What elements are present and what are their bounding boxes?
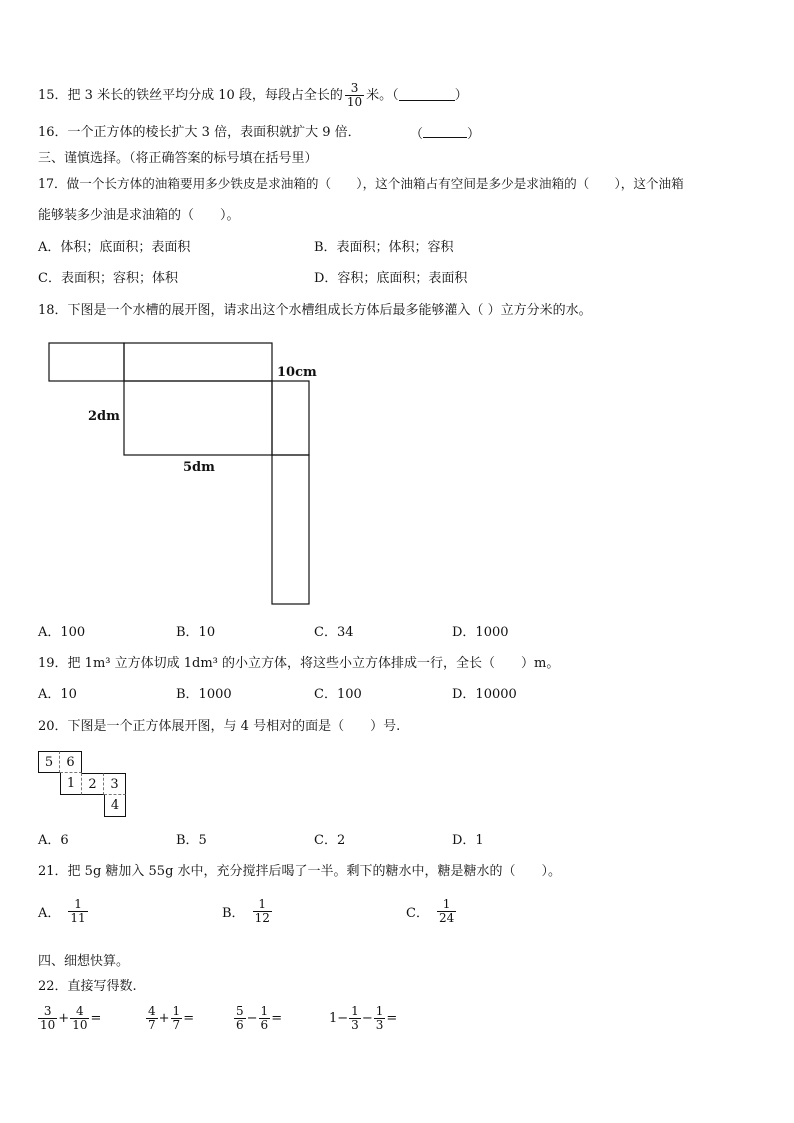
fraction-numerator: 1 — [260, 1004, 269, 1018]
option-a[interactable]: A．体积；底面积；表面积 — [38, 240, 191, 255]
fraction-denominator: 7 — [148, 1017, 156, 1032]
option-b[interactable] — [222, 898, 272, 924]
fraction — [146, 1005, 158, 1031]
question-text-suffix: 米。（ — [366, 87, 399, 103]
option-c[interactable] — [406, 898, 456, 924]
lead-term: 1− — [329, 1010, 349, 1026]
paren-open: （ — [410, 127, 424, 142]
equals-sign: = — [90, 1010, 102, 1026]
equals-sign: = — [271, 1010, 283, 1026]
section-title: 三、谨慎选择。（将正确答案的标号填在括号里） — [38, 151, 318, 166]
equals-sign: = — [386, 1010, 398, 1026]
option-a[interactable]: A．6 — [38, 833, 69, 848]
fraction-numerator: 1 — [375, 1004, 384, 1018]
fraction-denominator: 24 — [438, 910, 455, 925]
net-top-left-rect — [49, 343, 124, 381]
question-20 — [38, 720, 400, 733]
cube-face-6: 6 — [60, 751, 82, 773]
option-a[interactable]: A．10 — [38, 687, 77, 702]
fraction-numerator: 1 — [258, 897, 267, 911]
option-a[interactable]: A．100 — [38, 625, 86, 640]
question-text: 一个正方体的棱长扩大 3 倍，表面积就扩大 9 倍． — [67, 125, 361, 140]
operator: − — [246, 1010, 258, 1026]
option-d[interactable]: D．容积；底面积；表面积 — [314, 271, 468, 286]
fraction-numerator: 5 — [236, 1004, 244, 1018]
question-number: 21． — [38, 864, 68, 879]
option-d[interactable]: D．10000 — [452, 687, 517, 702]
option-a[interactable] — [38, 898, 88, 924]
question-text: 把 3 米长的铁丝平均分成 10 段，每段占全长的 — [67, 87, 343, 103]
fraction — [437, 898, 456, 924]
question-number: 20． — [38, 719, 68, 734]
fraction-numerator: 4 — [76, 1004, 84, 1018]
cube-face-4: 4 — [104, 795, 126, 817]
question-22 — [38, 980, 137, 993]
fraction — [171, 1005, 183, 1031]
question-text: 直接写得数. — [67, 979, 137, 994]
fraction-numerator: 3 — [350, 81, 359, 95]
expression-3 — [234, 1005, 283, 1031]
option-c[interactable]: C．100 — [314, 687, 362, 702]
operator: + — [58, 1010, 70, 1026]
fraction-numerator: 1 — [442, 897, 451, 911]
fraction-numerator: 4 — [148, 1004, 156, 1018]
option-d[interactable]: D．1 — [452, 833, 484, 848]
option-c[interactable]: C．34 — [314, 625, 354, 640]
option-d[interactable]: D．1000 — [452, 625, 509, 640]
option-c[interactable]: C．表面积；容积；体积 — [38, 271, 178, 286]
question-number: 19． — [38, 656, 68, 671]
section-title: 四、细想快算。 — [38, 954, 130, 969]
fraction-numerator: 1 — [74, 897, 82, 911]
fraction-denominator: 10 — [346, 94, 363, 109]
question-number: 15． — [38, 87, 68, 103]
option-label: B． — [222, 905, 245, 921]
question-number: 22． — [38, 979, 68, 994]
fraction-denominator: 6 — [236, 1017, 244, 1032]
cube-face-2: 2 — [82, 773, 104, 795]
fraction-numerator: 3 — [43, 1004, 52, 1018]
net-side-lower-rect — [272, 455, 309, 604]
option-b[interactable]: B．表面积；体积；容积 — [314, 240, 454, 255]
option-label: A． — [38, 905, 61, 921]
fraction — [38, 1005, 57, 1031]
question-number: 18． — [38, 303, 68, 318]
question-21 — [38, 865, 561, 878]
fraction-denominator: 11 — [70, 910, 86, 925]
paren-close: ） — [467, 127, 481, 142]
equals-sign: = — [183, 1010, 195, 1026]
expression-2 — [146, 1005, 195, 1031]
option-b[interactable]: B．10 — [176, 625, 216, 640]
question-text: 把 5g 糖加入 55g 水中，充分搅拌后喝了一半。剩下的糖水中，糖是糖水的（ ）。 — [67, 864, 562, 879]
fraction-numerator: 1 — [172, 1004, 181, 1018]
label-2dm: 2dm — [88, 409, 120, 424]
question-19 — [38, 657, 559, 670]
question-text: 做一个长方体的油箱要用多少铁皮是求油箱的（ ），这个油箱占有空间是多少是求油箱的（ ），这个油箱 — [66, 176, 684, 191]
operator: − — [361, 1010, 373, 1026]
expression-1 — [38, 1005, 102, 1031]
question-text: 下图是一个正方体展开图，与 4 号相对的面是（ ）号. — [67, 719, 401, 734]
fraction-denominator: 10 — [40, 1017, 56, 1032]
option-b[interactable]: B．1000 — [176, 687, 232, 702]
fraction-numerator: 1 — [351, 1004, 359, 1018]
fraction — [253, 898, 272, 924]
fraction — [374, 1005, 386, 1031]
option-label: C． — [406, 905, 429, 921]
fraction — [349, 1005, 361, 1031]
question-text: 把 1m³ 立方体切成 1dm³ 的小立方体，将这些小立方体排成一行，全长（ ）m。 — [67, 656, 560, 671]
cube-face-5: 5 — [38, 751, 60, 773]
cube-face-3: 3 — [104, 773, 126, 795]
fraction — [259, 1005, 271, 1031]
label-10cm: 10cm — [277, 365, 317, 380]
fraction — [234, 1005, 246, 1031]
option-c[interactable]: C．2 — [314, 833, 346, 848]
question-number: 16． — [38, 125, 68, 140]
paren-close: ） — [454, 87, 468, 103]
net-base-rect — [124, 381, 272, 455]
fraction-denominator: 7 — [172, 1017, 181, 1032]
option-b[interactable]: B．5 — [176, 833, 207, 848]
fraction — [70, 1005, 89, 1031]
fraction-denominator: 3 — [351, 1017, 359, 1032]
question-number: 17． — [38, 176, 67, 191]
label-5dm: 5dm — [183, 460, 215, 475]
cube-face-1: 1 — [60, 773, 82, 795]
net-side-upper-rect — [272, 381, 309, 455]
net-top-rect — [124, 343, 272, 381]
fraction-denominator: 12 — [254, 910, 270, 925]
fraction-denominator: 10 — [72, 1017, 88, 1032]
operator: + — [158, 1010, 170, 1026]
fraction-denominator: 6 — [260, 1017, 269, 1032]
question-17-cont: 能够装多少油是求油箱的（ ）。 — [38, 208, 240, 223]
expression-4 — [328, 1005, 398, 1031]
fraction — [68, 898, 87, 924]
fraction-denominator: 3 — [375, 1017, 384, 1032]
question-text: 下图是一个水槽的展开图，请求出这个水槽组成长方体后最多能够灌入（ ）立方分米的水。 — [67, 303, 592, 318]
